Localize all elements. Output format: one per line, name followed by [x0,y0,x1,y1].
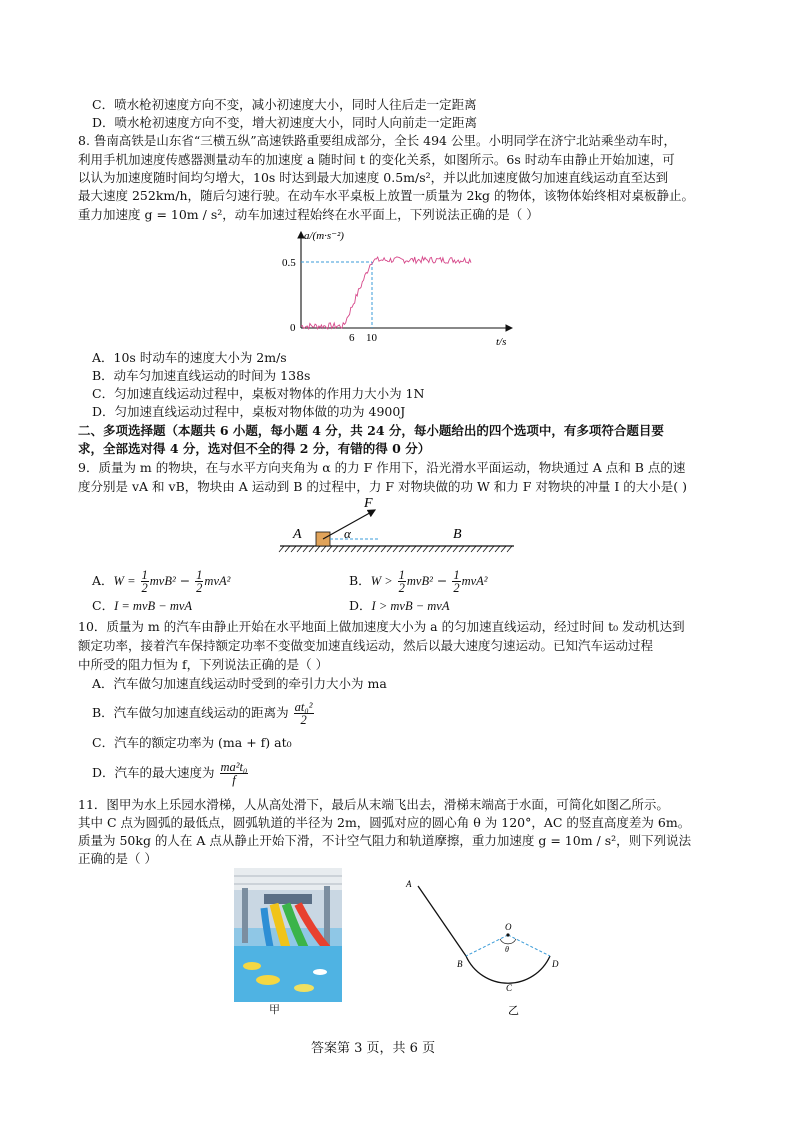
theta-arc [500,939,516,944]
hatch-mark [321,546,326,552]
q8-stem-line2: 利用手机加速度传感器测量动车的加速度 a 随时间 t 的变化关系，如图所示。6s 时动车由静止开始加速，可 [78,152,675,167]
section-heading-line1: 二、多项选择题（本题共 6 小题，每小题 4 分，共 24 分，每小题给出的四个选项中，有多项符合题目要 [78,423,664,438]
hatch-mark [471,546,476,552]
q8-option-c: C．匀加速直线运动过程中，桌板对物体的作用力大小为 1N [92,386,425,401]
hatch-mark [477,546,482,552]
q10-stem-line3: 中所受的阻力恒为 f，下列说法正确的是（ ） [78,657,329,672]
hatch-mark [483,546,488,552]
hatch-mark [363,546,368,552]
acceleration-trace [301,257,471,329]
q10-option-c: C．汽车的额定功率为 (ma + f) at₀ [92,735,292,750]
hatch-mark [351,546,356,552]
hatch-mark [291,546,296,552]
x-tick-10: 10 [366,332,377,344]
track-arc [466,956,550,983]
hatch-mark [495,546,500,552]
q9-option-c: C．I = mvB − mvA [92,598,193,613]
q8-option-b: B．动车匀加速直线运动的时间为 138s [92,368,311,383]
hatch-mark [369,546,374,552]
q11-stem-line1: 11．图甲为水上乐园水滑梯，人从高处滑下，最后从末端飞出去，滑梯末端高于水面，可简化如图乙所示。 [78,797,669,812]
q8-option-a: A．10s 时动车的速度大小为 2m/s [92,350,287,365]
hatch-mark [441,546,446,552]
q10-option-a: A．汽车做匀加速直线运动时受到的牵引力大小为 ma [92,676,387,691]
hatch-mark [411,546,416,552]
label-D: D [552,959,559,969]
q9-stem-line2: 度分别是 vA 和 vB，物块由 A 运动到 B 的过程中，力 F 对物块做的功 W 和力 F 对物块的冲量 I 的大小是( ) [78,479,688,494]
q8-stem-line5: 重力加速度 g = 10m / s²，动车加速过程始终在水平面上，下列说法正确的是（ ） [78,207,539,222]
hatch-mark [309,546,314,552]
q8-stem-line3: 以认为加速度随时间均匀增大，10s 时达到最大加速度 0.5m/s²，并以此加速度做匀加速直线运动直至达到 [78,170,669,185]
hatch-mark [345,546,350,552]
hatch-mark [327,546,332,552]
hatch-mark [375,546,380,552]
water-slide-photo [234,868,342,1002]
hatch-mark [399,546,404,552]
q10-option-d: D．汽车的最大速度为 $\frac{\text{ma²t₀}}{f}$ [92,760,248,787]
hatch-mark [339,546,344,552]
q10-stem-line1: 10．质量为 m 的汽车由静止开始在水平地面上做加速度大小为 a 的匀加速直线运动，经过时间 t₀ 发动机达到 [78,619,685,634]
q7-option-c: C．喷水枪初速度方向不变，减小初速度大小，同时人往后走一定距离 [92,97,477,112]
y-axis-label: a/(m·s⁻²) [304,230,344,242]
hatch-mark [465,546,470,552]
q11-stem-line2: 其中 C 点为圆弧的最低点，圆弧轨道的半径为 2m，圆弧对应的圆心角 θ 为 120°，AC 的竖直高度差为 6m。 [78,815,691,830]
hatch-mark [417,546,422,552]
label-alpha: α [344,526,351,541]
label-theta: θ [505,945,509,954]
radius-OD [508,935,550,956]
q11-stem-line3: 质量为 50kg 的人在 A 点从静止开始下滑，不计空气阻力和轨道摩擦，重力加速度 g = 10m / s²，则下列说法 [78,833,692,848]
hatch-mark [315,546,320,552]
page-footer: 答案第 3 页，共 6 页 [311,1041,436,1056]
label-A: A [406,879,412,889]
radius-OB [466,935,508,956]
label-A: A [293,527,302,542]
label-C: C [506,983,513,993]
hatch-mark [435,546,440,552]
x-axis-label: t/s [496,336,507,347]
hatch-mark [429,546,434,552]
q10-option-b: B．汽车做匀加速直线运动的距离为 $\frac{\text{at₀²}}{2}$ [92,700,313,727]
q9-option-d: D．I > mvB − mvA [349,598,450,613]
hatch-mark [381,546,386,552]
ground-hatching [279,546,512,552]
hatch-mark [453,546,458,552]
force-block-figure [276,494,516,556]
q8-stem-line1: 8. 鲁南高铁是山东省“三横五纵”高速铁路重要组成部分，全长 494 公里。小明同学在济宁北站乘坐动车时， [78,133,676,148]
x-tick-6: 6 [349,332,355,344]
origin-label: 0 [290,322,296,334]
hatch-mark [489,546,494,552]
label-B: B [457,959,463,969]
acceleration-time-graph [280,222,520,347]
hatch-mark [501,546,506,552]
hatch-mark [285,546,290,552]
q10-stem-line2: 额定功率，接着汽车保持额定功率不变做变加速直线运动，然后以最大速度匀速运动。已知汽车运动过程 [78,638,654,653]
q11-stem-line4: 正确的是（ ） [78,851,157,866]
hatch-mark [303,546,308,552]
hatch-mark [297,546,302,552]
hatch-mark [357,546,362,552]
label-F: F [364,496,373,511]
hatch-mark [333,546,338,552]
q8-option-d: D．匀加速直线运动过程中，桌板对物体做的功为 4900J [92,404,406,419]
q9-option-a: A．W = $\frac{1}{2}$ mvB² − $\frac{1}{2}$ mvA² [92,568,231,595]
slide-track-diagram [400,872,580,1020]
label-O: O [505,922,512,932]
track-slope [418,886,466,956]
hatch-mark [507,546,512,552]
section-heading-line2: 求，全部选对得 4 分，选对但不全的得 2 分，有错的得 0 分） [78,441,431,456]
hatch-mark [279,546,284,552]
q9-option-b: B．W > $\frac{1}{2}$ mvB² − $\frac{1}{2}$ mvA² [349,568,488,595]
y-tick-0.5: 0.5 [282,257,296,269]
hatch-mark [423,546,428,552]
q9-stem-line1: 9．质量为 m 的物块，在与水平方向夹角为 α 的力 F 作用下，沿光滑水平面运动，物块通过 A 点和 B 点的速 [78,460,686,475]
hatch-mark [387,546,392,552]
q7-option-d: D．喷水枪初速度方向不变，增大初速度大小，同时人向前走一定距离 [92,115,478,130]
caption-right: 乙 [508,1005,519,1017]
label-B: B [453,527,462,542]
hatch-mark [405,546,410,552]
hatch-mark [393,546,398,552]
caption-left: 甲 [269,1003,280,1016]
hatch-mark [459,546,464,552]
hatch-mark [447,546,452,552]
q8-stem-line4: 最大速度 252km/h，随后匀速行驶。在动车水平桌板上放置一质量为 2kg 的物体，该物体始终相对桌板静止。 [78,188,694,203]
